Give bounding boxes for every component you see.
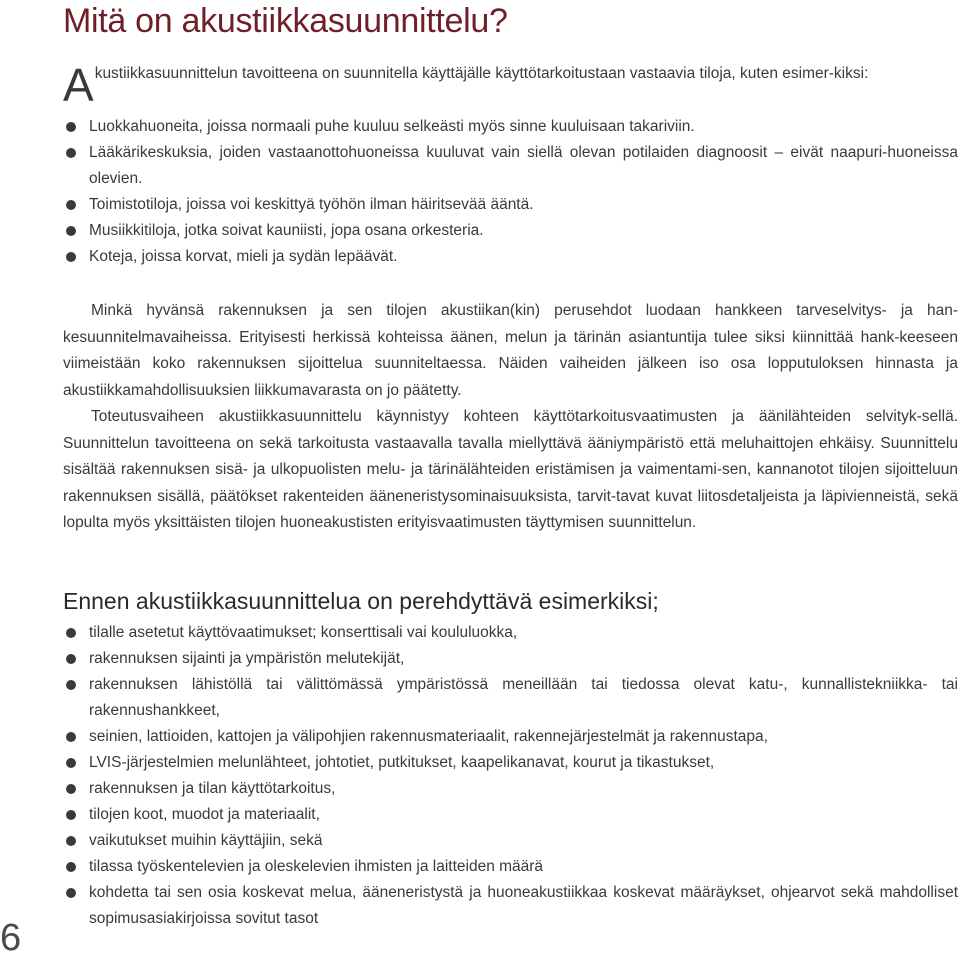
- list-item: tilassa työskentelevien ja oleskelevien ihmisten ja laitteiden määrä: [63, 854, 958, 880]
- list-item: Luokkahuoneita, joissa normaali puhe kuuluu selkeästi myös sinne kuuluisaan takariviin.: [63, 114, 958, 140]
- list-item: Toimistotiloja, joissa voi keskittyä työhön ilman häiritsevää ääntä.: [63, 192, 958, 218]
- list-item: Koteja, joissa korvat, mieli ja sydän lepäävät.: [63, 244, 958, 270]
- section-heading: Ennen akustiikkasuunnittelua on perehdyttävä esimerkiksi;: [63, 588, 659, 614]
- list-item: kohdetta tai sen osia koskevat melua, ääneneristystä ja huoneakustiikkaa koskevat määräykset, ohjearvot sekä mahdolliset sopimusasiakirjoissa sovitut tasot: [63, 880, 958, 932]
- dropcap-letter: A: [63, 59, 94, 111]
- list-item: tilalle asetetut käyttövaatimukset; konserttisali vai koululuokka,: [63, 620, 958, 646]
- checklist: [63, 620, 958, 932]
- page-number: 6: [0, 917, 22, 959]
- list-item: tilojen koot, muodot ja materiaalit,: [63, 802, 958, 828]
- page-title: Mitä on akustiikkasuunnittelu?: [63, 2, 508, 40]
- body-paragraph: Minkä hyvänsä rakennuksen ja sen tilojen akustiikan(kin) perusehdot luodaan hankkeen tarveselvitys- ja han-kesuunnitelmavaiheissa. Erityisesti herkissä kohteissa äänen, melun ja tärinän asiantuntija tulee siksi kiinnittää hank-keeseen viimeistään koko rakennuksen sijoittelua suunniteltaessa. Näiden vaiheiden jälkeen iso osa lopputuloksen hinnasta ja akustiikkamahdollisuuksien liikkumavarasta on jo päätetty.: [63, 302, 958, 399]
- list-item: vaikutukset muihin käyttäjiin, sekä: [63, 828, 958, 854]
- examples-list: [63, 114, 958, 270]
- intro-paragraph: [63, 59, 953, 111]
- list-item: Lääkärikeskuksia, joiden vastaanottohuoneissa kuuluvat vain siellä olevan potilaiden diagnoosit – eivät naapuri-huoneissa olevien.: [63, 140, 958, 192]
- body-paragraph: Toteutusvaiheen akustiikkasuunnittelu käynnistyy kohteen käyttötarkoitusvaatimusten ja äänilähteiden selvityk-sellä. Suunnittelun tavoitteena on sekä tarkoitusta vastaavalla tavalla miellyttävä ääniympäristö että meluhaittojen ehkäisy. Suunnittelu sisältää rakennuksen sisä- ja ulkopuolisten melu- ja tärinälähteiden eristämisen ja vaimentami-sen, kannanotot tilojen sijoitteluun rakennuksen sisällä, päätökset rakenteiden ääneneristysominaisuuksista, tarvit-tavat kuvat liitosdetaljeista ja läpivienneistä, sekä lopulta myös yksittäisten tilojen huoneakustisten erityisvaatimusten täyttymisen suunnittelun.: [63, 408, 958, 531]
- list-item: rakennuksen ja tilan käyttötarkoitus,: [63, 776, 958, 802]
- list-item: rakennuksen lähistöllä tai välittömässä ympäristössä meneillään tai tiedossa olevat katu-, kunnallistekniikka- tai rakennushankkeet,: [63, 672, 958, 724]
- list-item: Musiikkitiloja, jotka soivat kauniisti, jopa osana orkesteria.: [63, 218, 958, 244]
- intro-text: kustiikkasuunnittelun tavoitteena on suunnitella käyttäjälle käyttötarkoitustaan vastaavia tiloja, kuten esimer-kiksi:: [94, 65, 869, 82]
- list-item: seinien, lattioiden, kattojen ja välipohjien rakennusmateriaalit, rakennejärjestelmät ja rakennustapa,: [63, 724, 958, 750]
- list-item: LVIS-järjestelmien melunlähteet, johtotiet, putkitukset, kaapelikanavat, kourut ja tikastukset,: [63, 750, 958, 776]
- body-text: [63, 298, 958, 537]
- list-item: rakennuksen sijainti ja ympäristön melutekijät,: [63, 646, 958, 672]
